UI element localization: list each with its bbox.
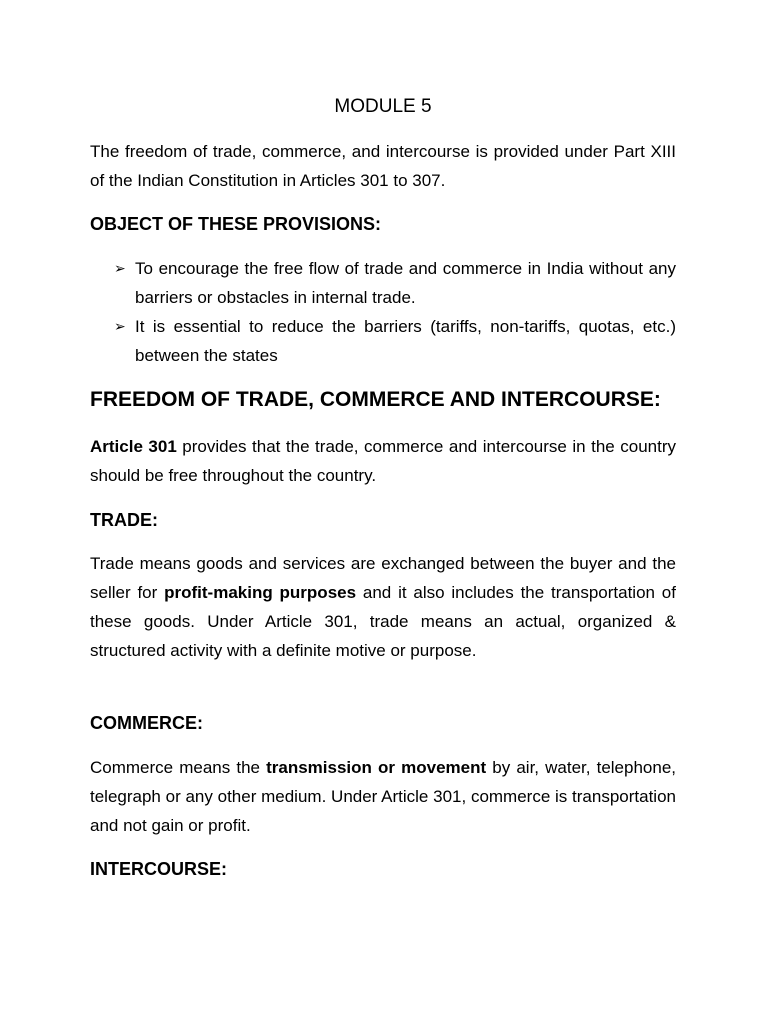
article-301-paragraph [90, 432, 676, 490]
arrowhead-bullet-icon: ➢ [114, 318, 126, 334]
trade-paragraph [90, 549, 676, 665]
arrowhead-bullet-icon: ➢ [114, 260, 126, 276]
list-item [114, 254, 676, 312]
trade-text-end: and it also includes the transportation of these goods. Under Article 301, trade means an actual, organized & structured activity with a definite motive or purpose. [90, 583, 676, 660]
freedom-heading: FREEDOM OF TRADE, COMMERCE AND INTERCOURSE: [90, 388, 661, 411]
commerce-text-start: Commerce means the [90, 758, 267, 777]
trade-heading: TRADE: [90, 510, 158, 530]
bullet-text: It is essential to reduce the barriers (tariffs, non-tariffs, quotas, etc.) between the states [135, 317, 676, 365]
trade-text-start: Trade means goods and services are exchanged between the buyer and the seller for [90, 554, 676, 602]
object-heading: OBJECT OF THESE PROVISIONS: [90, 214, 382, 234]
commerce-text-end: by air, water, telephone, telegraph or any other medium. Under Article 301, commerce is transportation and not gain or profit. [90, 758, 676, 835]
commerce-paragraph [90, 753, 676, 840]
object-bullet-list [114, 254, 676, 370]
trade-bold-term: profit-making purposes [164, 583, 357, 602]
article-301-label: Article 301 [90, 437, 177, 456]
commerce-heading: COMMERCE: [90, 713, 203, 733]
list-item [114, 312, 676, 370]
commerce-bold-term: transmission or movement [266, 758, 487, 777]
bullet-text: To encourage the free flow of trade and commerce in India without any barriers or obstacles in internal trade. [135, 259, 676, 307]
intercourse-heading: INTERCOURSE: [90, 859, 228, 879]
intro-paragraph: The freedom of trade, commerce, and intercourse is provided under Part XIII of the Indian Constitution in Articles 301 to 307. [90, 142, 676, 190]
article-301-text: provides that the trade, commerce and intercourse in the country should be free throughout the country. [90, 437, 676, 485]
page-title: MODULE 5 [334, 96, 432, 117]
